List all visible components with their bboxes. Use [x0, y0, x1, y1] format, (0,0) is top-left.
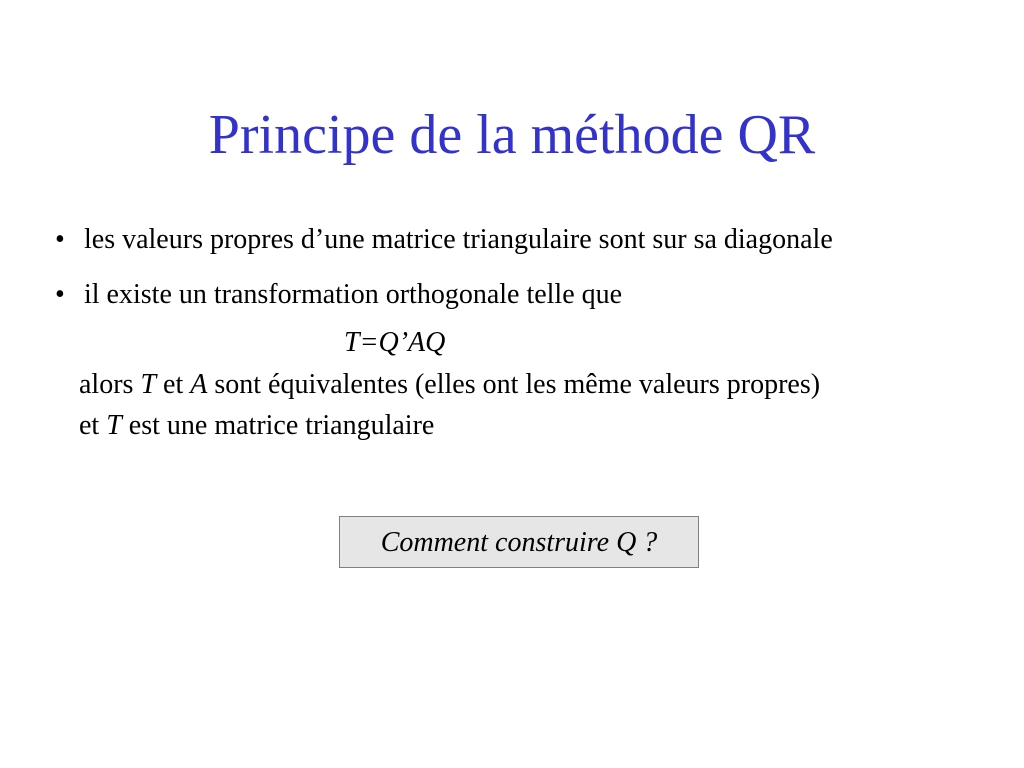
bullet-text: il existe un transformation orthogonale telle que	[84, 279, 623, 310]
equation: T=Q’AQ	[344, 327, 446, 358]
variable-t: T	[106, 410, 122, 441]
slide-title: Principe de la méthode QR	[208, 104, 816, 166]
text-fragment: et	[79, 410, 107, 441]
bullet-icon: •	[55, 279, 65, 310]
bullet-item	[55, 223, 833, 257]
question-box: Comment construire Q ?	[339, 516, 699, 568]
text-fragment: alors	[79, 369, 141, 400]
bullet-text: les valeurs propres d’une matrice triangulaire sont sur sa diagonale	[84, 224, 833, 255]
variable-t: T	[140, 369, 157, 400]
text-line-triangular	[79, 409, 434, 443]
text-fragment: sont équivalentes (elles ont les même valeurs propres)	[207, 369, 821, 400]
bullet-item	[55, 278, 622, 312]
bullet-icon: •	[55, 224, 65, 255]
text-line-equivalence	[79, 368, 820, 402]
text-fragment: est une matrice triangulaire	[121, 410, 435, 441]
variable-a: A	[190, 369, 208, 400]
text-fragment: et	[156, 369, 191, 400]
